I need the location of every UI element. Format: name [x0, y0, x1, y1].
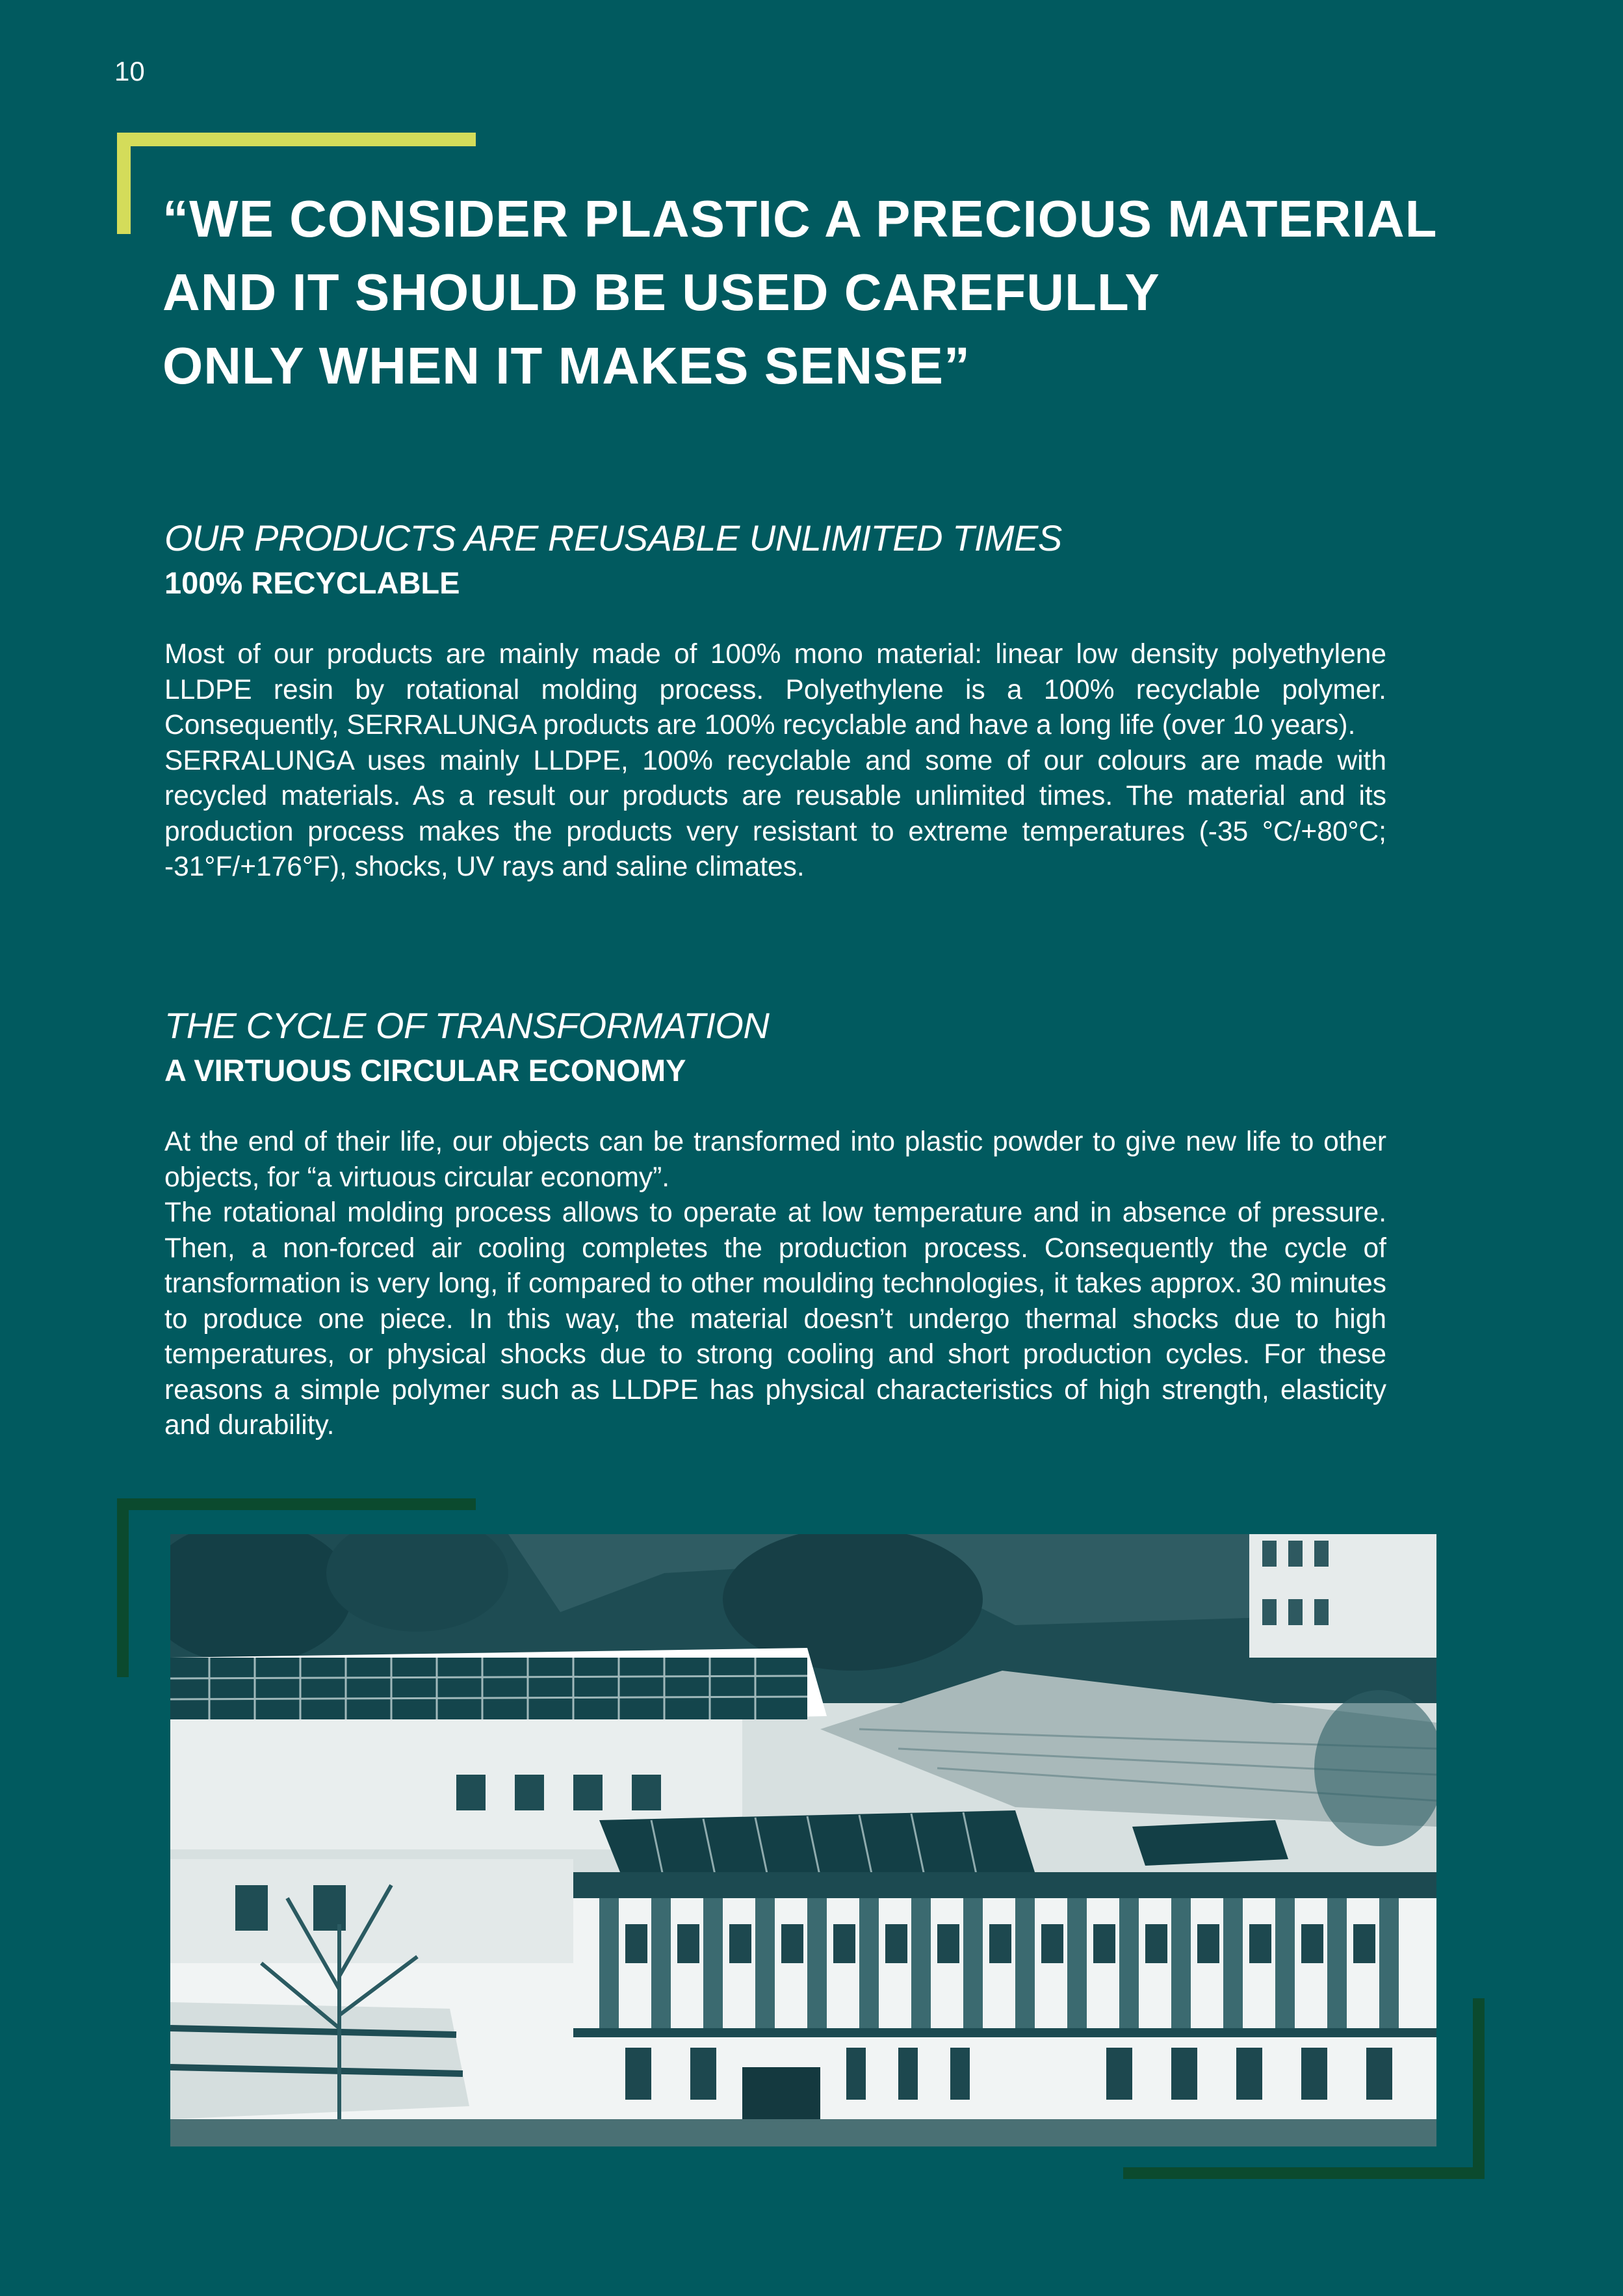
- section-subtitle: OUR PRODUCTS ARE REUSABLE UNLIMITED TIMES: [164, 517, 1062, 558]
- section-body: [164, 1125, 1386, 1444]
- factory-photo: [170, 1534, 1436, 2146]
- section-circular-economy: [164, 1003, 1386, 1444]
- section-subtitle: THE CYCLE OF TRANSFORMATION: [164, 1005, 770, 1046]
- section-body: [164, 637, 1386, 885]
- section-recyclable: [164, 515, 1386, 885]
- body-paragraph: SERRALUNGA uses mainly LLDPE, 100% recyclable and some of our colours are made with recycled materials. As a result our products are reusable unlimited times. The material and its production process makes the products very resistant to extreme temperatures (-35 °C/+80°C; -31°F/+176°F), shocks, UV rays and saline climates.: [164, 745, 1386, 882]
- pull-quote: [162, 182, 1592, 402]
- body-paragraph: Most of our products are mainly made of 100% mono material: linear low density polyethylene LLDPE resin by rotational molding process. Polyethylene is a 100% recyclable polymer. Consequently, SERRALUNGA products are 100% recyclable and have a long life (over 10 years).: [164, 639, 1386, 740]
- body-paragraph: At the end of their life, our objects can be transformed into plastic powder to give new life to other objects, for “a virtuous circular economy”.: [164, 1127, 1386, 1193]
- pull-quote-line: AND IT SHOULD BE USED CAREFULLY: [162, 263, 1160, 321]
- section-title: A VIRTUOUS CIRCULAR ECONOMY: [164, 1053, 686, 1088]
- page-number: 10: [114, 56, 145, 86]
- section-title: 100% RECYCLABLE: [164, 566, 460, 600]
- body-paragraph: The rotational molding process allows to operate at low temperature and in absence of pressure. Then, a non-forced air cooling completes the production process. Consequently the cycle of transformation is very long, if compared to other moulding technologies, it takes approx. 30 minutes to produce one piece. In this way, the material doesn’t undergo thermal shocks due to high temperatures, or physical shocks due to strong cooling and short production cycles. For these reasons a simple polymer such as LLDPE has physical characteristics of high strength, elasticity and durability.: [164, 1197, 1386, 1441]
- pull-quote-line: ONLY WHEN IT MAKES SENSE”: [162, 337, 970, 395]
- pull-quote-line: “WE CONSIDER PLASTIC A PRECIOUS MATERIAL: [162, 190, 1438, 248]
